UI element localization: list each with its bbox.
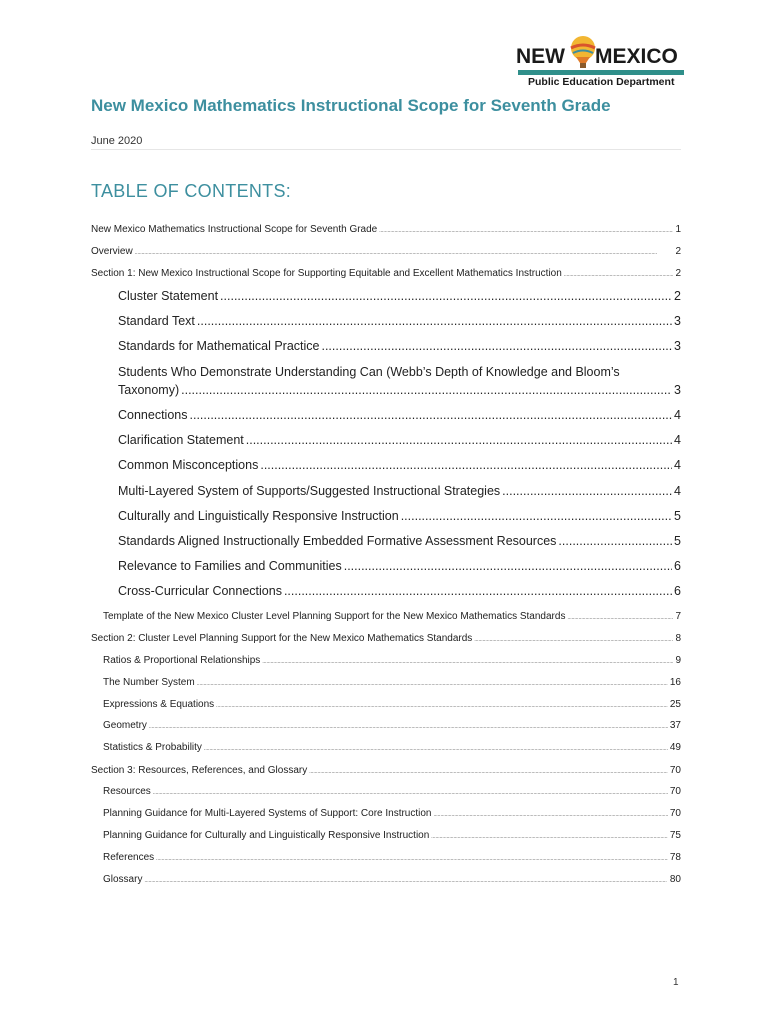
toc-entry-title: Expressions & Equations	[103, 699, 215, 710]
toc-entry-page: 2	[674, 289, 681, 303]
toc-entry-page: 16	[669, 677, 681, 688]
toc-entry-page: 5	[674, 509, 681, 523]
toc-entry-page: 80	[669, 874, 681, 885]
toc-entry-title: Overview	[91, 246, 133, 257]
toc-entry[interactable]	[103, 742, 681, 753]
toc-leader	[474, 637, 673, 643]
toc-leader	[564, 272, 674, 278]
toc-entry-page: 4	[674, 433, 681, 447]
toc-entry[interactable]	[103, 808, 681, 819]
toc-entry-title: Common Misconceptions	[118, 458, 259, 472]
toc-entry[interactable]	[91, 268, 681, 279]
page-number: 1	[673, 977, 679, 988]
toc-entry-title: The Number System	[103, 677, 195, 688]
toc-entry-page: 6	[674, 584, 681, 598]
toc-leader	[216, 703, 668, 709]
logo-subtitle: Public Education Department	[528, 76, 675, 88]
toc-entry[interactable]	[118, 458, 681, 472]
toc-entry-title: Culturally and Linguistically Responsive Instruction	[118, 509, 399, 523]
toc-entry-page: 3	[674, 383, 681, 397]
logo-wordmark	[516, 45, 678, 68]
toc-entry-page: 70	[669, 786, 681, 797]
toc-entry-title: New Mexico Mathematics Instructional Scope for Seventh Grade	[91, 224, 378, 235]
toc-leader	[262, 659, 673, 665]
toc-entry-page: 70	[669, 765, 681, 776]
toc-entry-title: Clarification Statement	[118, 433, 244, 447]
toc-entry[interactable]	[103, 611, 681, 622]
toc-entry-title: Planning Guidance for Multi-Layered Systems of Support: Core Instruction	[103, 808, 432, 819]
toc-entry[interactable]	[91, 633, 681, 644]
document-title: New Mexico Mathematics Instructional Scope for Seventh Grade	[91, 96, 611, 115]
toc-entry-page: 75	[669, 830, 681, 841]
toc-entry[interactable]	[118, 509, 681, 523]
toc-entry[interactable]	[103, 786, 681, 797]
toc-entry-title-line1: Students Who Demonstrate Understanding Can (Webb’s Depth of Knowledge and Bloom’s	[118, 365, 620, 379]
toc-entry[interactable]	[118, 339, 681, 353]
toc-entry[interactable]	[103, 677, 681, 688]
toc-leader	[144, 878, 667, 884]
toc-entry[interactable]	[103, 852, 681, 863]
toc-leader	[344, 559, 672, 573]
toc-entry-page: 70	[669, 808, 681, 819]
toc-leader	[197, 314, 672, 328]
toc-entry-page: 49	[669, 742, 681, 753]
toc-entry-title: Ratios & Proportional Relationships	[103, 655, 261, 666]
toc-entry-title: References	[103, 852, 155, 863]
toc-entry[interactable]	[103, 655, 681, 666]
toc-entry-title: Planning Guidance for Culturally and Linguistically Responsive Instruction	[103, 830, 430, 841]
toc-entry[interactable]	[118, 383, 681, 397]
toc-entry-page: 4	[674, 484, 681, 498]
toc-leader	[135, 250, 674, 256]
toc-entry-title: Geometry	[103, 720, 147, 731]
toc-entry-title: Standards Aligned Instructionally Embedded Formative Assessment Resources	[118, 534, 557, 548]
toc-entry-title: Section 2: Cluster Level Planning Support for the New Mexico Mathematics Standards	[91, 633, 473, 644]
toc-entry-title: Standard Text	[118, 314, 195, 328]
toc-entry-page: 4	[674, 458, 681, 472]
toc-leader	[149, 724, 668, 730]
toc-entry[interactable]	[118, 559, 681, 573]
toc-entry-title: Relevance to Families and Communities	[118, 559, 342, 573]
hot-air-balloon-icon	[568, 36, 598, 70]
toc-entry-page: 7	[675, 611, 681, 622]
toc-entry-page: 2	[675, 268, 681, 279]
toc-heading: TABLE OF CONTENTS:	[91, 181, 292, 201]
toc-entry-title: Resources	[103, 786, 151, 797]
toc-entry-page: 37	[669, 720, 681, 731]
toc-entry-title: Standards for Mathematical Practice	[118, 339, 320, 353]
toc-entry-title: Statistics & Probability	[103, 742, 202, 753]
toc-leader	[379, 228, 673, 234]
toc-leader	[431, 834, 668, 840]
toc-entry-title: Multi-Layered System of Supports/Suggested Instructional Strategies	[118, 484, 501, 498]
toc-entry-page: 1	[675, 224, 681, 235]
toc-entry[interactable]	[118, 534, 681, 548]
toc-leader	[156, 856, 668, 862]
toc-entry-title: Template of the New Mexico Cluster Level Planning Support for the New Mexico Mathematics Standards	[103, 611, 566, 622]
toc-leader	[190, 408, 673, 422]
toc-entry[interactable]	[118, 314, 681, 328]
toc-leader	[246, 433, 672, 447]
toc-leader	[153, 790, 668, 796]
toc-entry[interactable]	[91, 246, 681, 257]
toc-entry[interactable]	[118, 584, 681, 598]
toc-entry-title: Cluster Statement	[118, 289, 219, 303]
toc-entry-page: 4	[674, 408, 681, 422]
toc-entry-page: 9	[675, 655, 681, 666]
toc-leader	[567, 615, 673, 621]
toc-leader	[181, 383, 672, 397]
toc-entry-title: Connections	[118, 408, 188, 422]
logo-word-mexico: MEXICO	[595, 45, 678, 68]
toc-entry[interactable]	[103, 874, 681, 885]
toc-entry-title: Taxonomy)	[118, 383, 180, 397]
toc-entry-page: 8	[675, 633, 681, 644]
toc-entry-title: Section 1: New Mexico Instructional Scope for Supporting Equitable and Excellent Mathematics Instruction	[91, 268, 562, 279]
toc-leader	[502, 484, 672, 498]
toc-entry-page: 6	[674, 559, 681, 573]
toc-leader	[321, 339, 672, 353]
toc-leader	[309, 769, 668, 775]
toc-entry-page: 78	[669, 852, 681, 863]
toc-entry-page: 5	[674, 534, 681, 548]
toc-leader	[434, 812, 668, 818]
toc-entry-title: Glossary	[103, 874, 143, 885]
toc-entry[interactable]	[91, 765, 681, 776]
toc-entry[interactable]	[118, 289, 681, 303]
logo-bar	[518, 70, 684, 75]
toc-entry-page: 3	[674, 314, 681, 328]
toc-entry[interactable]	[103, 720, 681, 731]
toc-leader	[204, 746, 668, 752]
nm-ped-logo	[516, 36, 686, 90]
toc-entry-page: 2	[675, 246, 681, 257]
toc-leader	[401, 509, 672, 523]
toc-entry-title: Section 3: Resources, References, and Glossary	[91, 765, 308, 776]
toc-leader	[558, 534, 672, 548]
toc-leader	[197, 681, 668, 687]
toc-leader	[260, 458, 672, 472]
toc-leader	[284, 584, 672, 598]
document-date: June 2020	[91, 135, 143, 147]
toc-entry-page: 3	[674, 339, 681, 353]
divider	[91, 149, 681, 150]
toc-entry[interactable]	[118, 484, 681, 498]
toc-entry[interactable]	[103, 699, 681, 710]
toc-entry-page: 25	[669, 699, 681, 710]
toc-leader	[220, 289, 672, 303]
toc-entry[interactable]	[103, 830, 681, 841]
toc-entry[interactable]	[91, 224, 681, 235]
logo-word-new: NEW	[516, 45, 565, 68]
toc-entry-title: Cross-Curricular Connections	[118, 584, 282, 598]
toc-entry[interactable]	[118, 408, 681, 422]
toc-entry[interactable]	[118, 433, 681, 447]
